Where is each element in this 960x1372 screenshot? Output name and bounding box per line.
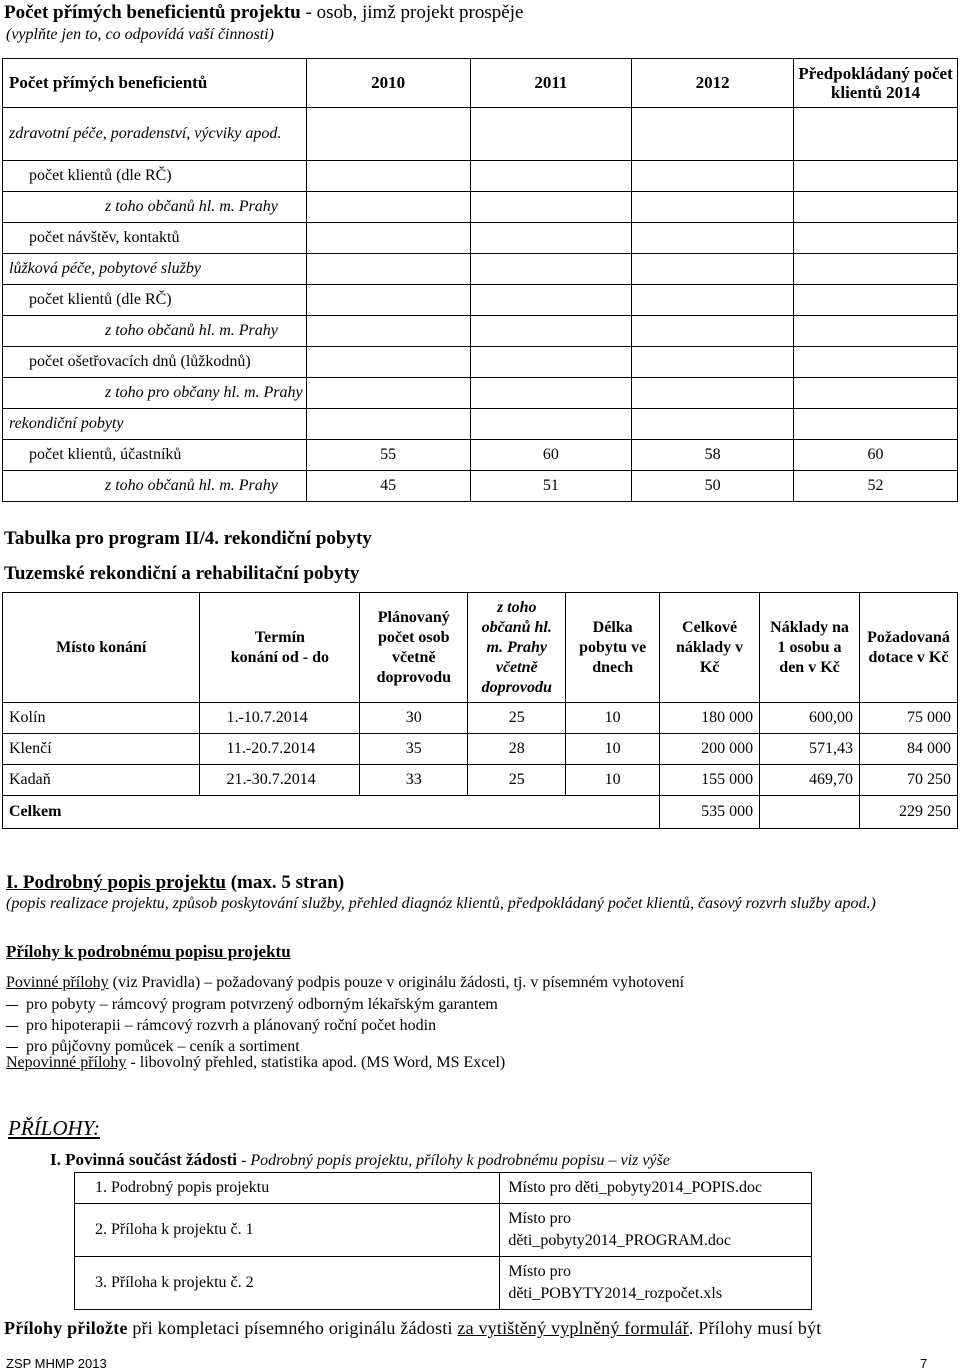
cell-2012: [632, 108, 794, 161]
cell-planned: 30: [360, 703, 468, 734]
cell-2010: 45: [306, 471, 470, 502]
dash-bullet: [6, 1047, 18, 1048]
mandatory-text: (viz Pravidla) – požadovaný podpis pouze v originálu žádosti, tj. v písemném vyhotovení: [108, 974, 685, 991]
header-term: Termín konání od - do: [200, 593, 360, 703]
cell-length: 10: [566, 734, 660, 765]
cell-expected: [794, 378, 958, 409]
cell-total: 200 000: [660, 734, 760, 765]
cell-2010: [306, 409, 470, 440]
cell-2010: [306, 254, 470, 285]
cell-2011: [470, 108, 632, 161]
rehab-table: [2, 592, 958, 829]
cell-total: 180 000: [660, 703, 760, 734]
header-length: Délka pobytu ve dnech: [566, 593, 660, 703]
table-row: [3, 347, 958, 378]
row-label: počet klientů (dle RČ): [3, 161, 307, 192]
table-row: [3, 108, 958, 161]
cell-2012: [632, 285, 794, 316]
row-label: rekondiční pobyty: [3, 409, 307, 440]
cell-expected: 52: [794, 471, 958, 502]
prilohy-mandatory-desc: - Podrobný popis projektu, přílohy k podrobnému popisu – viz výše: [237, 1152, 670, 1169]
cell-place: Kadaň: [3, 765, 200, 796]
attachment-file: Místo pro děti_pobyty2014_PROGRAM.doc: [500, 1204, 812, 1257]
total-label: Celkem: [3, 796, 660, 829]
header-subsidy: Požadovaná dotace v Kč: [859, 593, 957, 703]
page-number: 7: [920, 1356, 928, 1371]
cell-prague: 25: [468, 765, 566, 796]
heading-subtitle: (vyplňte jen to, co odpovídá vaší činnosti): [6, 26, 274, 43]
rehab-title: Tuzemské rekondiční a rehabilitační pobyty: [4, 563, 360, 584]
optional-label: Nepovinné přílohy: [6, 1054, 127, 1071]
cell-2011: [470, 192, 632, 223]
closing-line: [4, 1318, 956, 1339]
cell-term: 21.-30.7.2014: [200, 765, 360, 796]
table-row: [3, 471, 958, 502]
table-row: [3, 703, 958, 734]
closing-text-1: při kompletaci písemného originálu žádosti: [127, 1318, 458, 1338]
attachments-title: Přílohy k podrobnému popisu projektu: [6, 942, 291, 961]
cell-2012: [632, 223, 794, 254]
table-row: [3, 254, 958, 285]
attachment-name: 2. Příloha k projektu č. 1: [75, 1204, 500, 1257]
cell-2011: [470, 316, 632, 347]
row-label: počet ošetřovacích dnů (lůžkodnů): [3, 347, 307, 378]
table-row: [3, 440, 958, 471]
cell-expected: [794, 192, 958, 223]
cell-expected: [794, 347, 958, 378]
attachment-file: Místo pro děti_POBYTY2014_rozpočet.xls: [500, 1257, 812, 1310]
list-item-text: pro pobyty – rámcový program potvrzený odborným lékařským garantem: [26, 996, 498, 1013]
optional-text: - libovolný přehled, statistika apod. (MS Word, MS Excel): [126, 1054, 506, 1071]
heading-title-rest: - osob, jimž projekt prospěje: [300, 2, 524, 23]
header-total: Celkové náklady v Kč: [660, 593, 760, 703]
table-row: [3, 378, 958, 409]
header-2012: 2012: [632, 59, 794, 108]
cell-subsidy: 75 000: [859, 703, 957, 734]
cell-2012: 50: [632, 471, 794, 502]
table-row: [3, 223, 958, 254]
closing-bold: Přílohy přiložte: [4, 1318, 128, 1338]
cell-2010: [306, 192, 470, 223]
attachment-name: 1. Podrobný popis projektu: [75, 1173, 500, 1204]
prilohy-title: PŘÍLOHY:: [8, 1116, 100, 1140]
row-label: počet návštěv, kontaktů: [3, 223, 307, 254]
header-expected: Předpokládaný počet klientů 2014: [794, 59, 958, 108]
section-heading: [4, 2, 523, 24]
cell-2011: 60: [470, 440, 632, 471]
cell-place: Klenčí: [3, 734, 200, 765]
beneficiaries-table: [2, 58, 958, 502]
cell-length: 10: [566, 765, 660, 796]
dash-bullet: [6, 1026, 18, 1027]
cell-place: Kolín: [3, 703, 200, 734]
section-i-heading: I. Podrobný popis projektu: [6, 872, 226, 893]
cell-2011: 51: [470, 471, 632, 502]
cell-2010: [306, 161, 470, 192]
table-row: [3, 409, 958, 440]
optional-attachments: [6, 1054, 505, 1072]
row-label: z toho občanů hl. m. Prahy: [3, 192, 307, 223]
table-row: [75, 1257, 812, 1310]
list-item-text: pro hipoterapii – rámcový rozvrh a plánovaný roční počet hodin: [26, 1017, 437, 1034]
cell-2010: [306, 378, 470, 409]
table-row: [3, 734, 958, 765]
row-label: zdravotní péče, poradenství, výcviky apod.: [3, 108, 307, 161]
attachments-table: [74, 1172, 812, 1310]
cell-expected: 60: [794, 440, 958, 471]
cell-expected: [794, 223, 958, 254]
table-row: [3, 285, 958, 316]
program-title: Tabulka pro program II/4. rekondiční pobyty: [4, 528, 372, 549]
list-item: [6, 1015, 498, 1036]
cell-subsidy: 70 250: [859, 765, 957, 796]
cell-2011: [470, 223, 632, 254]
header-2010: 2010: [306, 59, 470, 108]
row-label: z toho občanů hl. m. Prahy: [3, 471, 307, 502]
row-label: počet klientů (dle RČ): [3, 285, 307, 316]
cell-2011: [470, 409, 632, 440]
cell-planned: 35: [360, 734, 468, 765]
header-prague: z toho občanů hl. m. Prahy včetně doprovodu: [468, 593, 566, 703]
table-row: [3, 316, 958, 347]
cell-expected: [794, 316, 958, 347]
header-label: Počet přímých beneficientů: [3, 59, 307, 108]
cell-2012: [632, 378, 794, 409]
cell-2011: [470, 347, 632, 378]
list-item: [6, 994, 498, 1015]
footer-left: ZSP MHMP 2013: [6, 1356, 107, 1371]
cell-2012: 58: [632, 440, 794, 471]
cell-expected: [794, 285, 958, 316]
cell-per-person: 469,70: [760, 765, 860, 796]
cell-2010: [306, 316, 470, 347]
attachment-name: 3. Příloha k projektu č. 2: [75, 1257, 500, 1310]
cell-term: 11.-20.7.2014: [200, 734, 360, 765]
table-row: [3, 765, 958, 796]
section-i-description: (popis realizace projektu, způsob poskytování služby, přehled diagnóz klientů, předpokládaný počet klientů, časový rozvrh služby apod.): [6, 895, 876, 912]
cell-2012: [632, 409, 794, 440]
header-per-person: Náklady na 1 osobu a den v Kč: [760, 593, 860, 703]
cell-term: 1.-10.7.2014: [200, 703, 360, 734]
cell-2010: [306, 285, 470, 316]
row-label: z toho občanů hl. m. Prahy: [3, 316, 307, 347]
cell-per-person: 571,43: [760, 734, 860, 765]
cell-expected: [794, 254, 958, 285]
cell-2010: [306, 108, 470, 161]
attachment-file: Místo pro děti_pobyty2014_POPIS.doc: [500, 1173, 812, 1204]
table-row: [3, 161, 958, 192]
total-costs: 535 000: [660, 796, 760, 829]
list-item-text: pro půjčovny pomůcek – ceník a sortiment: [26, 1038, 300, 1055]
table-row: [75, 1173, 812, 1204]
cell-2011: [470, 254, 632, 285]
cell-prague: 28: [468, 734, 566, 765]
prilohy-mandatory: [50, 1150, 670, 1170]
mandatory-attachments: [6, 974, 684, 992]
section-i-suffix: (max. 5 stran): [225, 872, 345, 893]
cell-2012: [632, 347, 794, 378]
table-row: [3, 192, 958, 223]
header-2011: 2011: [470, 59, 632, 108]
cell-expected: [794, 161, 958, 192]
closing-underlined: za vytištěný vyplněný formulář: [457, 1318, 689, 1338]
cell-2011: [470, 378, 632, 409]
cell-2012: [632, 161, 794, 192]
header-planned: Plánovaný počet osob včetně doprovodu: [360, 593, 468, 703]
table-header-row: [3, 59, 958, 108]
cell-2012: [632, 192, 794, 223]
total-per-person: [760, 796, 860, 829]
cell-2012: [632, 254, 794, 285]
cell-2011: [470, 285, 632, 316]
prilohy-mandatory-label: I. Povinná součást žádosti: [50, 1150, 238, 1169]
row-label: počet klientů, účastníků: [3, 440, 307, 471]
cell-per-person: 600,00: [760, 703, 860, 734]
closing-text-2: . Přílohy musí být: [688, 1318, 822, 1338]
header-place: Místo konání: [3, 593, 200, 703]
cell-length: 10: [566, 703, 660, 734]
cell-expected: [794, 409, 958, 440]
cell-2010: [306, 347, 470, 378]
cell-total: 155 000: [660, 765, 760, 796]
mandatory-label: Povinné přílohy: [6, 974, 109, 991]
row-label: lůžková péče, pobytové služby: [3, 254, 307, 285]
cell-planned: 33: [360, 765, 468, 796]
cell-2010: 55: [306, 440, 470, 471]
section-i-title: [6, 872, 344, 894]
dash-bullet: [6, 1005, 18, 1006]
cell-prague: 25: [468, 703, 566, 734]
total-row: [3, 796, 958, 829]
cell-subsidy: 84 000: [859, 734, 957, 765]
total-subsidy: 229 250: [859, 796, 957, 829]
rehab-header-row: [3, 593, 958, 703]
cell-2011: [470, 161, 632, 192]
cell-expected: [794, 108, 958, 161]
table-row: [75, 1204, 812, 1257]
row-label: z toho pro občany hl. m. Prahy: [3, 378, 307, 409]
cell-2010: [306, 223, 470, 254]
heading-title: Počet přímých beneficientů projektu: [4, 2, 301, 23]
attachment-list: [6, 994, 498, 1057]
cell-2012: [632, 316, 794, 347]
